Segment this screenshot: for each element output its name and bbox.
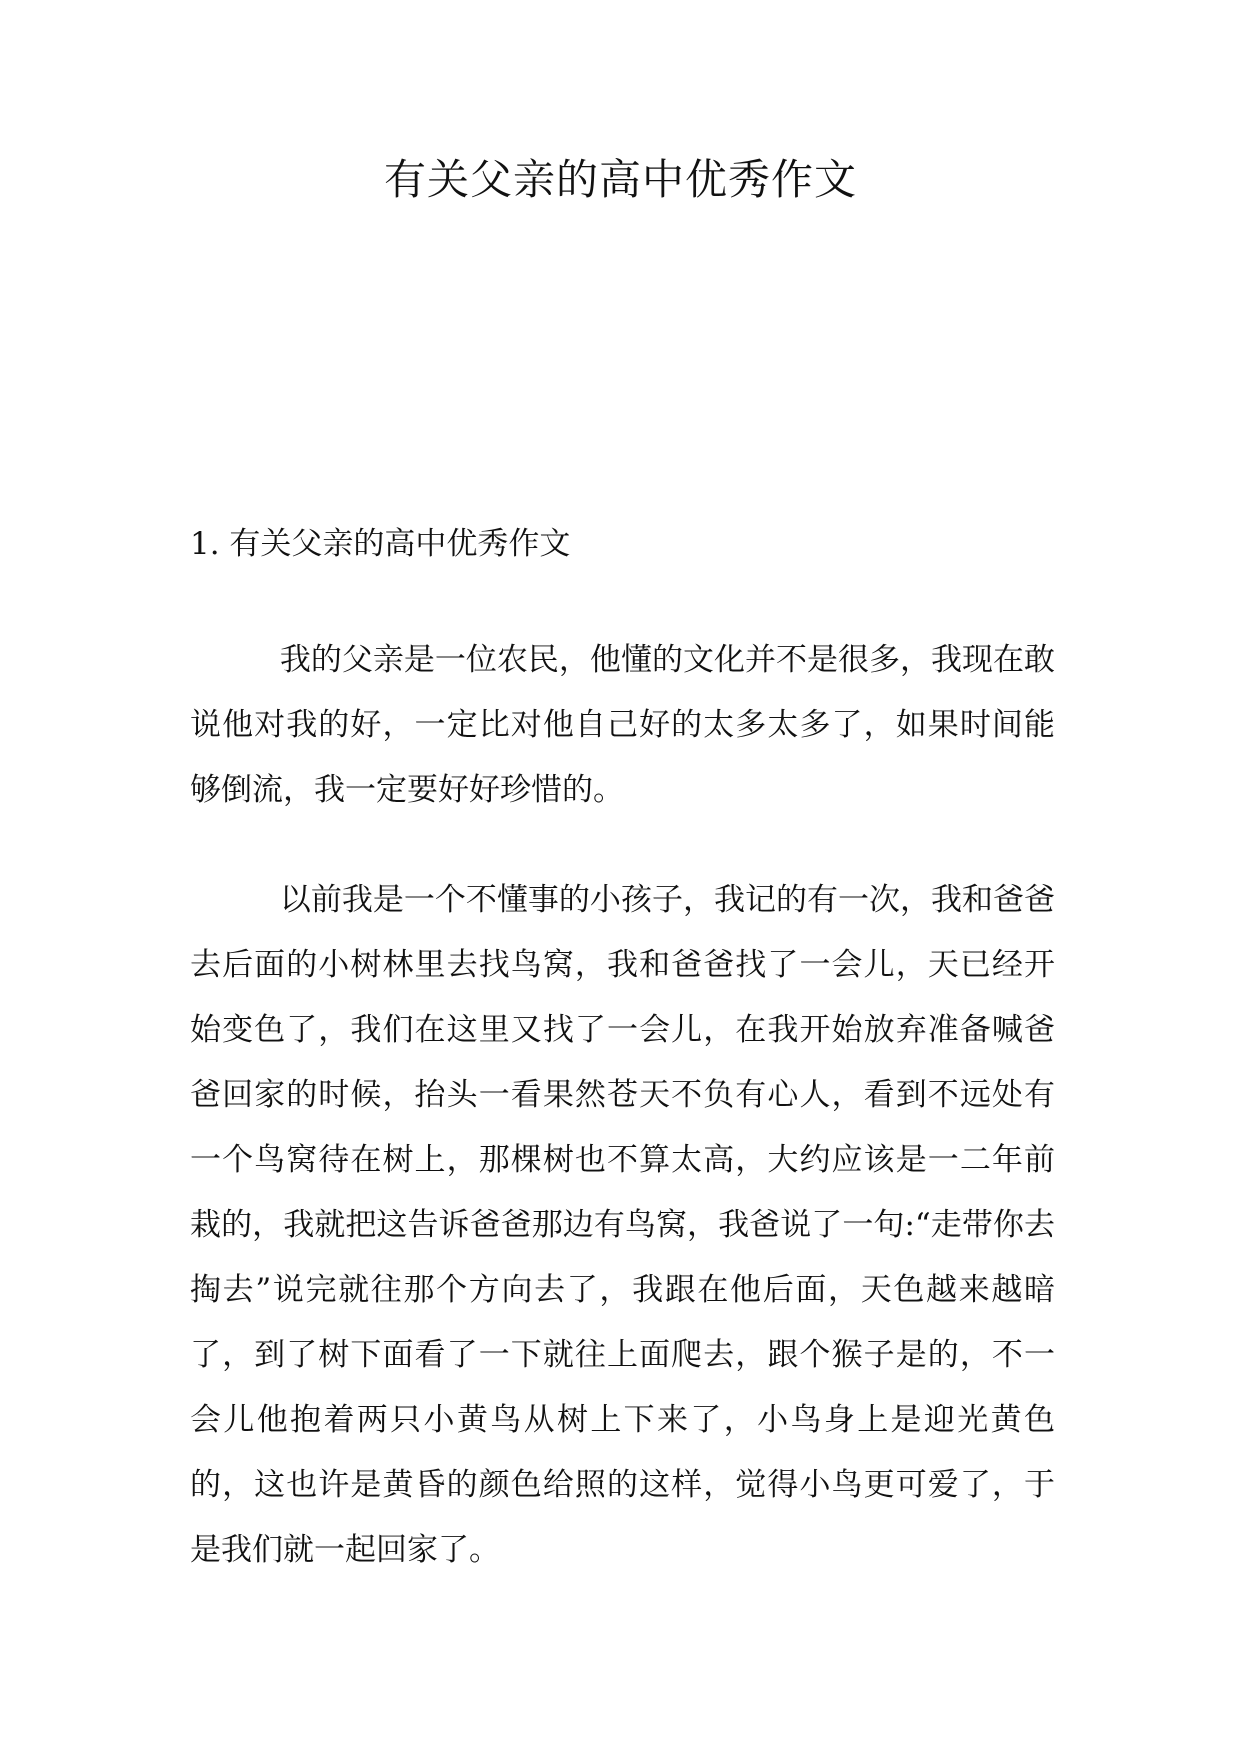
paragraph-2: 以前我是一个不懂事的小孩子，我记的有一次，我和爸爸去后面的小树林里去找鸟窝，我和爸爸找了一会儿，天已经开始变色了，我们在这里又找了一会儿，在我开始放弃准备喊爸爸回家的时候，抬头一看果然苍天不负有心人，看到不远处有一个鸟窝待在树上，那棵树也不算太高，大约应该是一二年前栽的，我就把这告诉爸爸那边有鸟窝，我爸说了一句:“走带你去掏去”说完就往那个方向去了，我跟在他后面，天色越来越暗了，到了树下面看了一下就往上面爬去，跟个猴子是的，不一会儿他抱着两只小黄鸟从树上下来了，小鸟身上是迎光黄色的，这也许是黄昏的颜色给照的这样，觉得小鸟更可爱了，于是我们就一起回家了。 — [190, 882, 1055, 1568]
section-heading: 1. 有关父亲的高中优秀作文 — [190, 526, 571, 562]
document-title: 有关父亲的高中优秀作文 — [383, 155, 857, 204]
paragraph-1: 我的父亲是一位农民，他懂的文化并不是很多，我现在敢说他对我的好，一定比对他自己好的太多太多了，如果时间能够倒流，我一定要好好珍惜的。 — [190, 642, 1055, 808]
